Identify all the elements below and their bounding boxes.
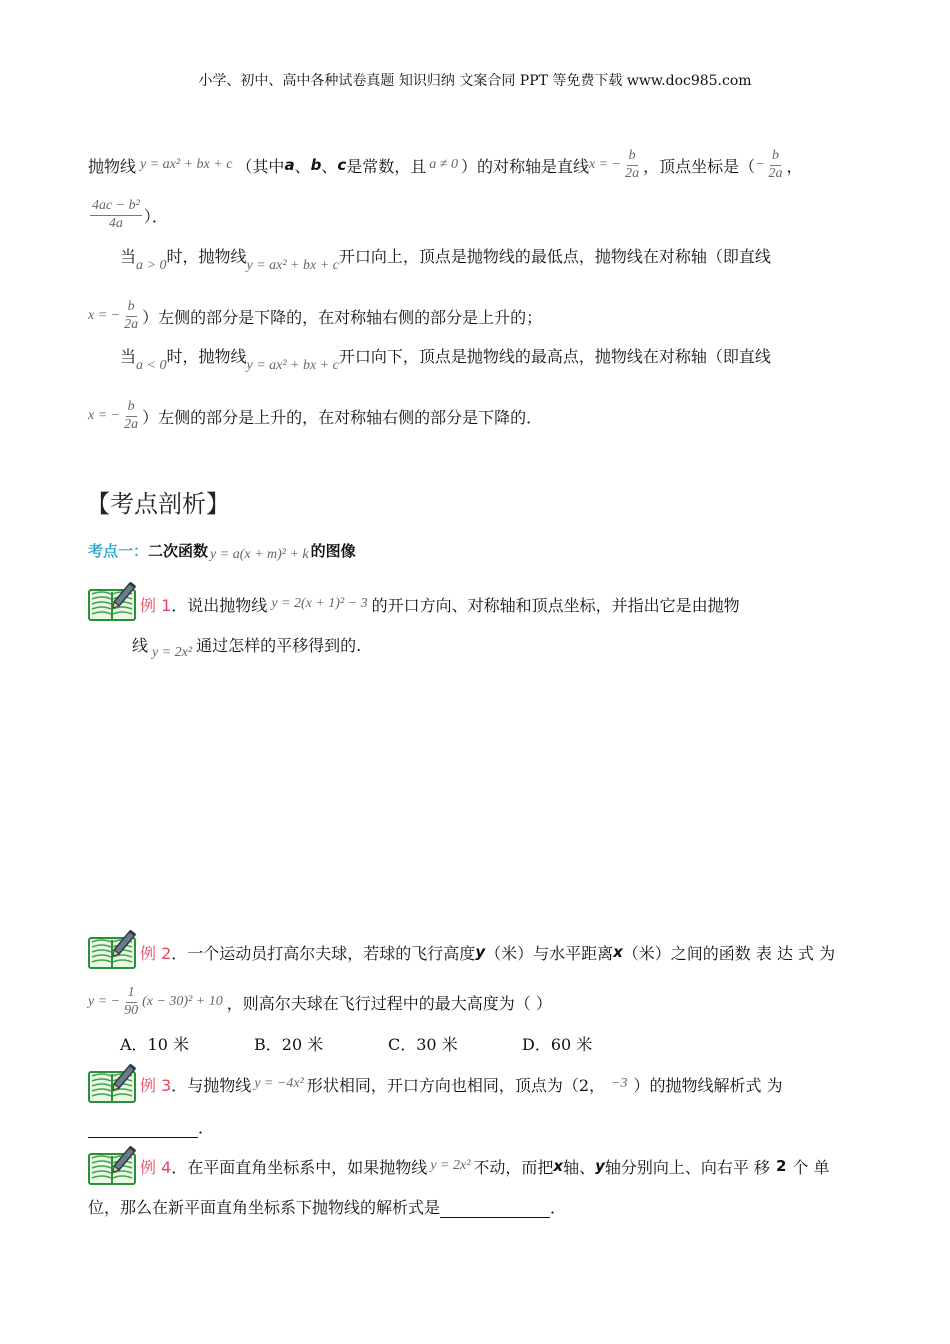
example-4-text-3: 轴、 xyxy=(563,1157,596,1177)
example-3-formula: y = −4x² xyxy=(254,1076,304,1091)
example-4-text-2: 不动，而把 xyxy=(473,1157,554,1177)
case-neg-when: 当 xyxy=(120,347,137,366)
a-lt-0: a < 0 xyxy=(136,358,167,373)
intro-text-4: ）的对称轴是直线 xyxy=(460,156,589,176)
frac-den: 90 xyxy=(124,1002,139,1018)
book-pencil-icon xyxy=(86,928,138,970)
example-3-end: ． xyxy=(198,1118,215,1137)
case-pos-text-1: 时，抛物线 xyxy=(166,247,247,266)
example-2-formula-pre: y = − xyxy=(88,994,121,1009)
example-4-dot: ． xyxy=(171,1157,188,1177)
example-2-options xyxy=(120,1032,592,1056)
intro-text-6: ）． xyxy=(143,206,168,226)
example-1-text-1: 说出抛物线 xyxy=(187,595,268,615)
example-2-line-1 xyxy=(140,938,835,966)
example-2-label: 例 2 xyxy=(140,943,172,963)
parabola-formula: y = ax² + bx + c xyxy=(246,258,339,273)
kaodian-title-pre: 二次函数 xyxy=(148,541,209,560)
page-header: 小学、初中、高中各种试卷真题 知识归纳 文案合同 PPT 等免费下载 www.doc985.com xyxy=(198,73,752,89)
intro-text-5: ，顶点坐标是（ xyxy=(643,156,756,176)
case-pos-when: 当 xyxy=(120,247,137,266)
axis-fraction xyxy=(122,399,140,432)
example-4-line-2 xyxy=(88,1194,566,1218)
intro-line-2 xyxy=(88,195,168,235)
option-b: B．20 米 xyxy=(254,1035,324,1054)
example-1-text-4: 通过怎样的平移得到的. xyxy=(196,636,362,655)
a-gt-0: a > 0 xyxy=(136,258,167,273)
frac-den: 2a xyxy=(124,416,139,432)
example-4-line-1 xyxy=(140,1152,830,1180)
axis-fraction xyxy=(122,299,140,332)
example-1-line-2 xyxy=(132,633,361,663)
frac-den: 2a xyxy=(625,165,640,181)
answer-blank[interactable] xyxy=(440,1199,550,1218)
case-neg-text-3: ）左侧的部分是上升的，在对称轴右侧的部分是下降的． xyxy=(142,407,543,427)
case-pos-line-2 xyxy=(88,296,542,336)
kaodian-label: 考点一： xyxy=(88,541,149,560)
example-2-text-3: （米）之间的函数 表 达 式 为 xyxy=(622,943,836,963)
option-c: C．30 米 xyxy=(388,1035,458,1054)
kaodian-title-post: 的图像 xyxy=(310,541,356,560)
case-pos-line-1 xyxy=(120,244,771,274)
example-4-text-5: 个 单 xyxy=(792,1157,830,1177)
frac-num: b xyxy=(126,299,137,316)
vertex-x-fraction xyxy=(767,148,785,181)
case-pos-text-2: 开口向上，顶点是抛物线的最低点，抛物线在对称轴（即直线 xyxy=(338,247,771,266)
example-3-text-3: ）的抛物线解析式 为 xyxy=(633,1075,783,1095)
sep-1: 、 xyxy=(294,156,311,176)
book-pencil-icon xyxy=(86,1144,138,1186)
example-2-line-2 xyxy=(88,982,552,1022)
neg-sign: − xyxy=(755,157,765,172)
case-neg-line-2 xyxy=(88,396,542,436)
example-4-label: 例 4 xyxy=(140,1157,172,1177)
case-pos-text-3: ）左侧的部分是下降的，在对称轴右侧的部分是上升的； xyxy=(142,307,543,327)
intro-text-3: 是常数，且 xyxy=(346,156,427,176)
kaodian-heading xyxy=(88,536,356,564)
var-a: a xyxy=(284,156,295,174)
intro-line-1 xyxy=(88,145,803,185)
option-a: A．10 米 xyxy=(120,1035,190,1054)
sep-2: 、 xyxy=(321,156,338,176)
parabola-formula: y = ax² + bx + c xyxy=(140,157,233,172)
frac-den: 2a xyxy=(768,165,783,181)
intro-text-2: （其中 xyxy=(236,156,285,176)
example-4-formula: y = 2x² xyxy=(430,1158,471,1173)
book-pencil-icon xyxy=(86,580,138,622)
frac-num: 4ac − b² xyxy=(90,198,142,215)
var-b: b xyxy=(310,156,322,174)
example-3-line-2 xyxy=(88,1114,214,1138)
frac-num: b xyxy=(126,399,137,416)
var-y: y xyxy=(595,1157,605,1175)
case-neg-text-1: 时，抛物线 xyxy=(166,347,247,366)
example-2-text-2: （米）与水平距离 xyxy=(485,943,614,963)
example-2-formula-post: (x − 30)² + 10 xyxy=(142,994,223,1009)
answer-blank[interactable] xyxy=(88,1119,198,1138)
example-2-fraction xyxy=(122,985,140,1018)
example-3-text-2: 形状相同，开口方向也相同，顶点为（2， xyxy=(306,1075,606,1095)
example-1-formula: y = 2(x + 1)² − 3 xyxy=(271,596,368,611)
var-y: y xyxy=(475,943,486,961)
parabola-formula: y = ax² + bx + c xyxy=(246,358,339,373)
section-title: 【考点剖析】 xyxy=(86,490,230,518)
option-d: D．60 米 xyxy=(522,1035,593,1054)
frac-num: 1 xyxy=(126,985,137,1002)
frac-den: 4a xyxy=(108,215,123,231)
frac-num: b xyxy=(627,148,638,165)
example-3-line-1 xyxy=(140,1070,783,1098)
case-neg-text-2: 开口向下，顶点是抛物线的最高点，抛物线在对称轴（即直线 xyxy=(338,347,771,366)
example-3-label: 例 3 xyxy=(140,1075,172,1095)
var-x: x xyxy=(613,943,623,961)
var-c: c xyxy=(337,156,347,174)
example-3-neg3: −3 xyxy=(611,1076,628,1091)
a-ne-0: a ≠ 0 xyxy=(429,157,458,172)
example-4-text-1: 在平面直角坐标系中，如果抛物线 xyxy=(187,1157,428,1177)
example-2-text-4: ，则高尔夫球在飞行过程中的最大高度为（ ） xyxy=(226,993,552,1013)
example-1-base-formula: y = 2x² xyxy=(152,645,193,660)
var-x: x xyxy=(553,1157,564,1175)
vertex-y-fraction xyxy=(90,198,142,231)
book-pencil-icon xyxy=(86,1062,138,1104)
frac-den: 2a xyxy=(124,316,139,332)
axis-eq-prefix: x = − xyxy=(88,308,121,323)
example-1-label: 例 1 xyxy=(140,595,172,615)
example-2-dot: ． xyxy=(171,943,188,963)
example-4-end: ． xyxy=(550,1198,567,1217)
example-1-dot: ． xyxy=(171,595,188,615)
axis-fraction xyxy=(623,148,641,181)
axis-eq-prefix: x = − xyxy=(588,157,622,172)
example-4-text-6: 位，那么在新平面直角坐标系下抛物线的解析式是 xyxy=(88,1198,441,1217)
comma: ， xyxy=(786,156,803,176)
frac-num: b xyxy=(770,148,781,165)
example-1-text-2: 的开口方向、对称轴和顶点坐标，并指出它是由抛物 xyxy=(371,595,740,615)
example-4-text-4: 轴分别向上、向右平 移 xyxy=(604,1157,770,1177)
example-1-line-1 xyxy=(140,590,740,618)
example-2-text-1: 一个运动员打高尔夫球，若球的飞行高度 xyxy=(187,943,476,963)
example-3-dot: ． xyxy=(171,1075,188,1095)
case-neg-line-1 xyxy=(120,344,771,374)
example-1-text-3: 线 xyxy=(132,636,149,655)
example-4-num: 2 xyxy=(775,1157,787,1175)
axis-eq-prefix: x = − xyxy=(88,408,121,423)
intro-text-1: 抛物线 xyxy=(88,156,137,176)
example-3-text-1: 与抛物线 xyxy=(187,1075,252,1095)
kaodian-formula: y = a(x + m)² + k xyxy=(210,547,309,562)
